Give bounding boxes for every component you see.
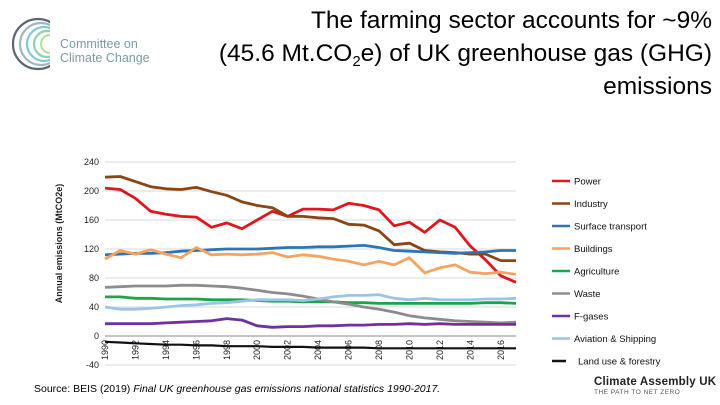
x-tick-label: 2002 <box>282 340 293 361</box>
x-tick-label: 2014 <box>465 340 476 361</box>
title-line-2-post: e) of UK greenhouse gas (GHG) <box>360 40 712 67</box>
legend-label: Power <box>574 176 601 188</box>
y-tick-label: 0 <box>93 331 99 341</box>
y-tick-label: 200 <box>83 186 99 196</box>
legend-label: Land use & forestry <box>578 356 661 368</box>
title-line-3: emissions <box>603 73 712 100</box>
y-tick-label: -40 <box>85 360 99 370</box>
x-tick-label: 1998 <box>221 340 232 361</box>
x-tick-label: 2012 <box>434 340 445 361</box>
title-line-2-pre: (45.6 Mt.CO <box>218 40 353 67</box>
climate-assembly-brand <box>594 376 716 396</box>
legend-label: Surface transport <box>574 221 647 233</box>
legend-label: Aviation & Shipping <box>574 334 657 345</box>
x-tick-label: 2010 <box>404 340 415 361</box>
y-tick-label: 120 <box>83 244 99 254</box>
logo-text <box>60 37 150 65</box>
x-tick-label: 2004 <box>313 340 324 361</box>
y-tick-label: 80 <box>88 273 99 283</box>
y-tick-label: 240 <box>83 157 99 167</box>
legend-label: Agriculture <box>574 266 620 278</box>
x-tick-label: 1994 <box>160 340 171 361</box>
x-tick-label: 1990 <box>100 340 110 361</box>
x-tick-label: 1992 <box>130 340 141 361</box>
y-tick-label: 40 <box>88 302 99 312</box>
title-line-1: The farming sector accounts for ~9% <box>310 7 712 34</box>
x-tick-label: 2000 <box>252 340 263 361</box>
y-axis-label: Annual emissions (MtCO2e) <box>54 183 64 304</box>
emissions-chart <box>0 150 720 380</box>
source-prefix: Source: BEIS (2019) <box>34 383 134 395</box>
source-title: Final UK greenhouse gas emissions national statistics 1990-2017. <box>133 383 441 395</box>
title-subscript: 2 <box>352 53 361 70</box>
logo-line-1: Committee on <box>60 37 138 51</box>
source-note <box>34 383 440 395</box>
legend-label: Buildings <box>574 244 613 255</box>
title-line-2 <box>192 37 712 70</box>
series-line <box>105 188 516 282</box>
x-tick-label: 1996 <box>191 340 202 361</box>
y-tick-label: 160 <box>83 215 99 225</box>
brand-tagline: THE PATH TO NET ZERO <box>594 389 681 396</box>
ccc-logo <box>8 4 158 84</box>
legend-label: Waste <box>574 289 601 300</box>
page-title <box>192 4 712 103</box>
logo-line-2: Climate Change <box>60 51 150 65</box>
legend-label: F-gases <box>574 311 609 323</box>
legend-label: Industry <box>574 199 608 210</box>
x-tick-label: 2008 <box>374 340 384 361</box>
x-tick-label: 2006 <box>343 340 354 361</box>
x-tick-label: 2016 <box>495 340 506 361</box>
brand-name: Climate Assembly UK <box>594 376 717 388</box>
